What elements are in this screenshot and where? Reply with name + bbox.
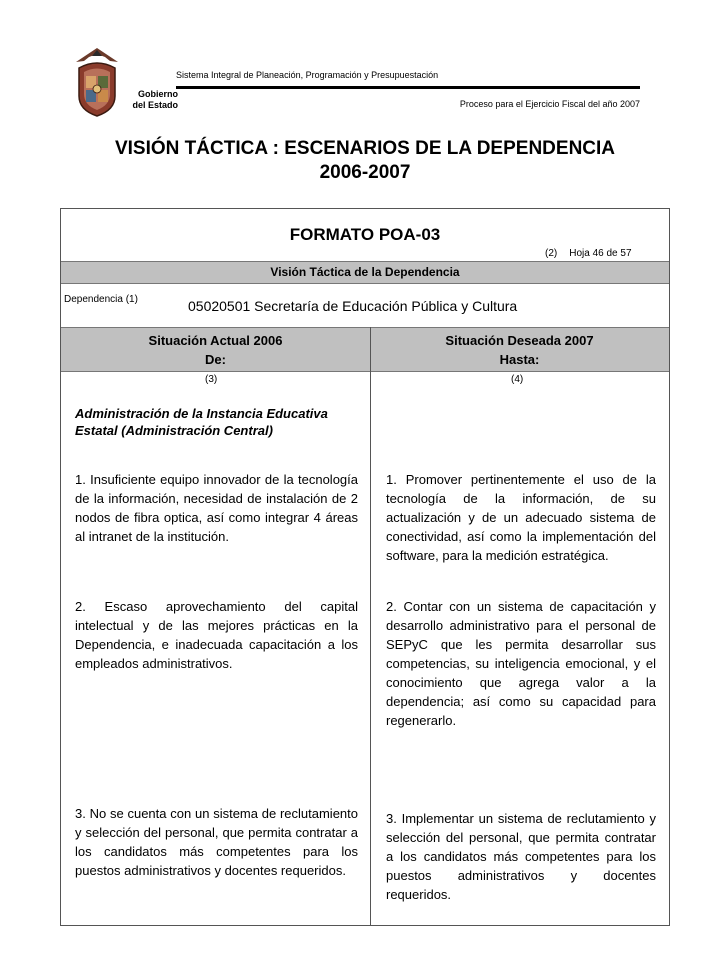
desired-situation-3: 3. Implementar un sistema de reclutamiento y selección del personal, que permita contratar a los candidatos más competentes para los puestos administrativos y docentes requeridos. bbox=[386, 811, 656, 902]
page-title bbox=[60, 137, 670, 185]
current-situation-3: 3. No se cuenta con un sistema de reclutamiento y selección del personal, que permita contratar a los candidatos más competentes para los puestos administrativos y docentes requeridos. bbox=[75, 806, 358, 878]
government-label bbox=[122, 89, 178, 111]
column-desired-marker: (4) bbox=[511, 374, 524, 385]
current-situation-2: 2. Escaso aprovechamiento del capital intelectual y de las mejores prácticas en la Dependencia, e inadecuada capacitación a los empleados administrativos. bbox=[75, 599, 358, 671]
desired-situation-2: 2. Contar con un sistema de capacitación y desarrollo administrativo para el personal de SEPyC que les permita desarrollar sus competencias, su inteligencia emocional, y el conocimiento que agrega valor a la dependencia; así como su capacidad para regenerarlo. bbox=[386, 599, 656, 728]
column-desired-subtitle: Hasta: bbox=[499, 352, 540, 367]
column-current-subtitle: De: bbox=[205, 352, 226, 367]
header-rule bbox=[176, 86, 640, 89]
column-header-current bbox=[61, 328, 370, 371]
desired-situation-1: 1. Promover pertinentemente el uso de la tecnología de la información, de su actualización y de un adecuado sistema de conectividad, así como la implementación del software, para la medición estratégica. bbox=[386, 472, 656, 563]
page-title-line-1: VISIÓN TÁCTICA : ESCENARIOS DE LA DEPENDENCIA bbox=[114, 138, 616, 159]
fiscal-process-label: Proceso para el Ejercicio Fiscal del año 2007 bbox=[459, 99, 640, 109]
column-header-band bbox=[61, 327, 669, 372]
page-text: Hoja 46 de 57 bbox=[569, 248, 632, 259]
column-divider bbox=[370, 327, 371, 925]
page-marker: (2) bbox=[545, 248, 558, 259]
page-title-line-2: 2006-2007 bbox=[319, 162, 411, 183]
column-current-title: Situación Actual 2006 bbox=[148, 333, 283, 348]
column-header-desired bbox=[370, 328, 669, 371]
system-name: Sistema Integral de Planeación, Programación y Presupuestación bbox=[176, 70, 439, 80]
current-situation-1: 1. Insuficiente equipo innovador de la tecnología de la información, necesidad de instalación de 2 nodos de fibra optica, así como integrar 4 áreas al intranet de la institución. bbox=[75, 472, 358, 544]
dependency-value: 05020501 Secretaría de Educación Pública y Cultura bbox=[188, 298, 518, 314]
state-coat-of-arms-icon bbox=[72, 44, 122, 118]
dependency-label: Dependencia (1) bbox=[64, 294, 138, 305]
column-current-marker: (3) bbox=[205, 374, 218, 385]
section-heading: Administración de la Instancia Educativa Estatal (Administración Central) bbox=[75, 406, 328, 438]
form-code: FORMATO POA-03 bbox=[289, 225, 441, 244]
page-counter bbox=[545, 248, 632, 259]
government-line-1: Gobierno bbox=[138, 89, 178, 99]
section-title-band: Visión Táctica de la Dependencia bbox=[61, 261, 669, 284]
column-desired-title: Situación Deseada 2007 bbox=[445, 333, 594, 348]
government-line-2: del Estado bbox=[132, 100, 178, 110]
